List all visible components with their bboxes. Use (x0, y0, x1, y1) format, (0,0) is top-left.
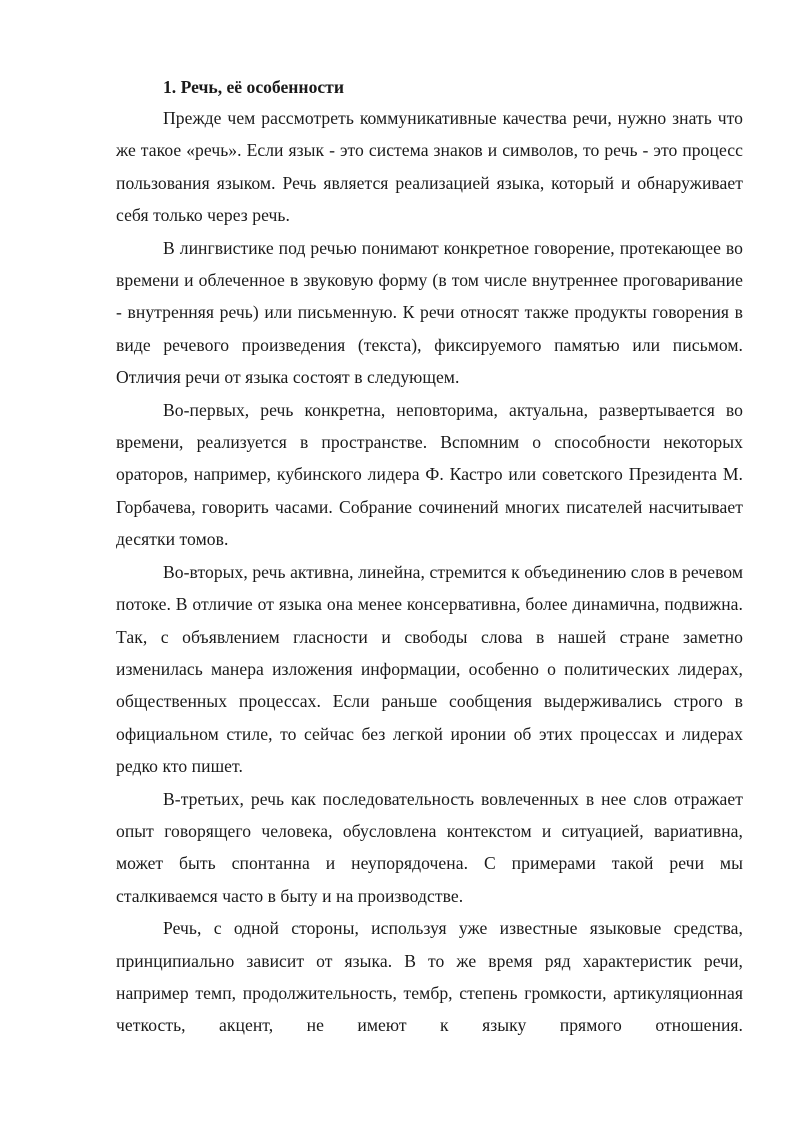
paragraph-2: В лингвистике под речью понимают конкретное говорение, протекающее во времени и облеченное в звуковую форму (в том числе внутреннее проговаривание - внутренняя речь) или письменную. К речи относят также продукты говорения в виде речевого произведения (текста), фиксируемого памятью или письмом. Отличия речи от языка состоят в следующем. (116, 237, 743, 388)
paragraph-5: В-третьих, речь как последовательность вовлеченных в нее слов отражает опыт говорящего человека, обусловлена контекстом и ситуацией, вариативна, может быть спонтанна и неупорядочена. С примерами такой речи мы сталкиваемся часто в быту и на производстве. (116, 788, 743, 906)
section-heading: 1. Речь, её особенности (163, 77, 344, 97)
document-body (116, 75, 743, 1042)
paragraph-4: Во-вторых, речь активна, линейна, стремится к объединению слов в речевом потоке. В отличие от языка она менее консервативна, более динамична, подвижна. Так, с объявлением гласности и свободы слова в нашей стране заметно изменилась манера изложения информации, особенно о политических лидерах, общественных процессах. Если раньше сообщения выдерживались строго в официальном стиле, то сейчас без легкой иронии об этих процессах и лидерах редко кто пишет. (116, 561, 743, 777)
paragraph-3: Во-первых, речь конкретна, неповторима, актуальна, развертывается во времени, реализуется в пространстве. Вспомним о способности некоторых ораторов, например, кубинского лидера Ф. Кастро или советского Президента М. Горбачева, говорить часами. Собрание сочинений многих писателей насчитывает десятки томов. (116, 399, 743, 550)
paragraph-1: Прежде чем рассмотреть коммуникативные качества речи, нужно знать что же такое «речь». Если язык - это система знаков и символов, то речь - это процесс пользования языком. Речь является реализацией языка, который и обнаруживает себя только через речь. (116, 108, 743, 226)
paragraph-6: Речь, с одной стороны, используя уже известные языковые средства, принципиально зависит от языка. В то же время ряд характеристик речи, например темп, продолжительность, тембр, степень громкости, артикуляционная четкость, акцент, не имеют к языку прямого отношения. (116, 918, 743, 1036)
